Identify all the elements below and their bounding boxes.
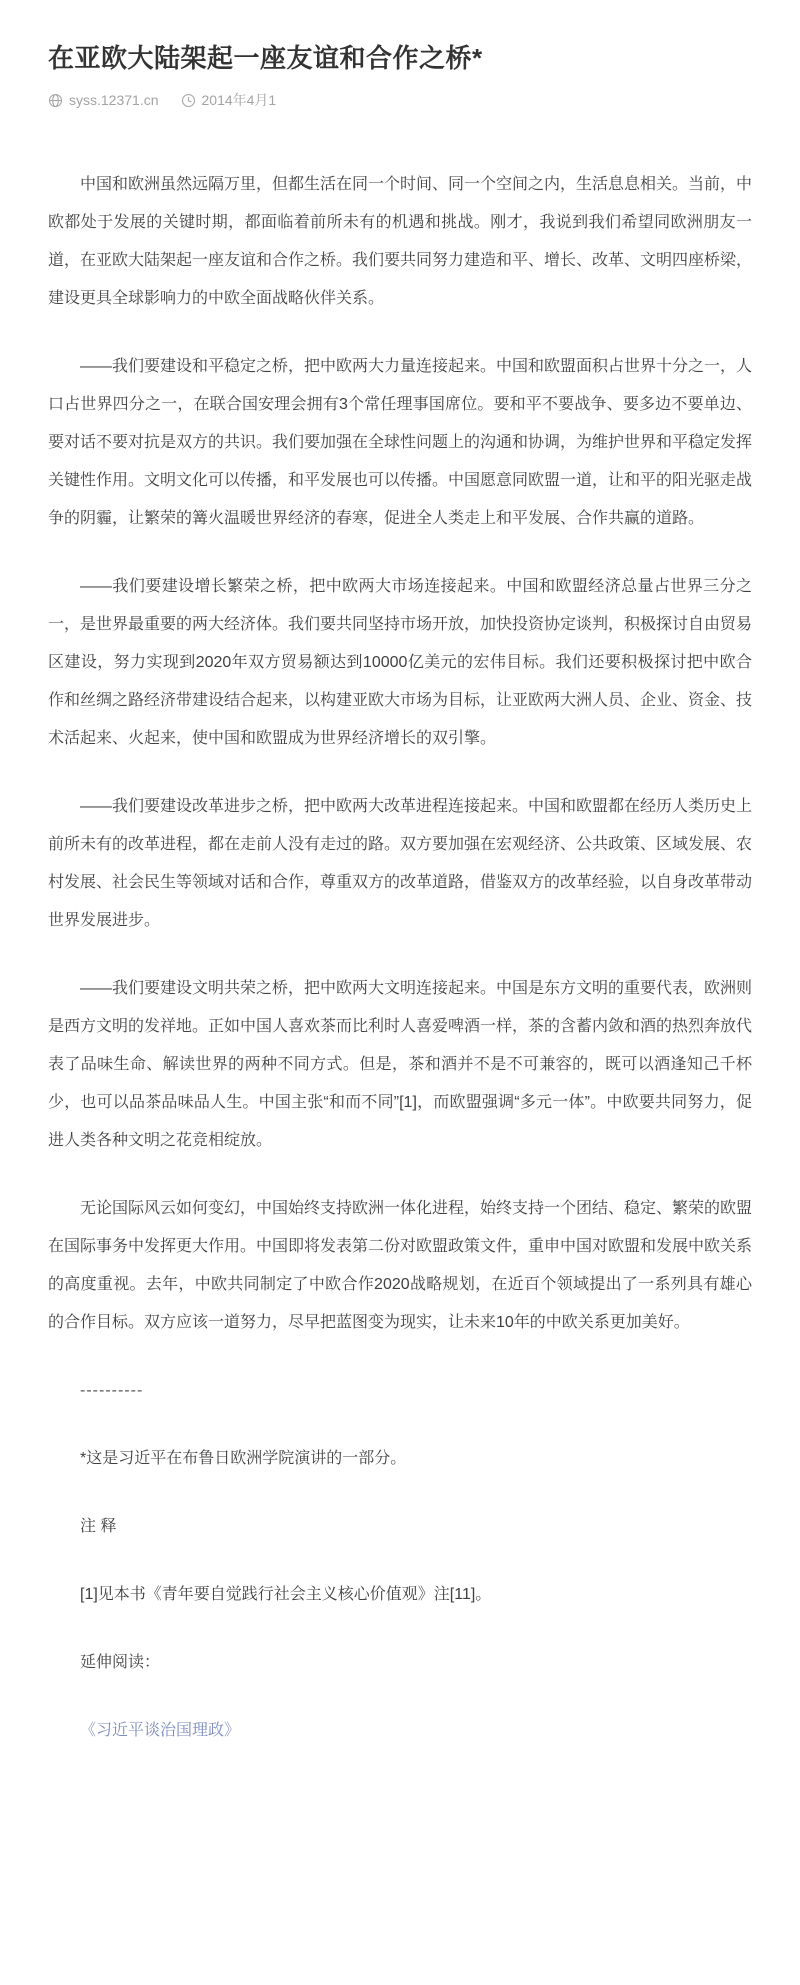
extended-reading-link[interactable]: 《习近平谈治国理政》 [80, 1722, 241, 1739]
footnote-1: [1]见本书《青年要自觉践行社会主义核心价值观》注[11]。 [80, 1586, 492, 1603]
notes-heading: 注 释 [80, 1518, 117, 1535]
article-paragraph: ——我们要建设文明共荣之桥，把中欧两大文明连接起来。中国是东方文明的重要代表，欧洲则是西方文明的发祥地。正如中国人喜欢茶而比利时人喜爱啤酒一样，茶的含蓄内敛和酒的热烈奔放代表了品味生命、解读世界的两种不同方式。但是，茶和酒并不是不可兼容的，既可以酒逢知己千杯少，也可以品茶品味品人生。中国主张“和而不同”[1]，而欧盟强调“多元一体”。中欧要共同努力，促进人类各种文明之花竞相绽放。 [48, 980, 753, 1149]
meta-date [181, 90, 277, 110]
source-text: syss.12371.cn [69, 92, 159, 108]
article-body [48, 166, 752, 1750]
article-paragraph: ——我们要建设改革进步之桥，把中欧两大改革进程连接起来。中国和欧盟都在经历人类历史上前所未有的改革进程，都在走前人没有走过的路。双方要加强在宏观经济、公共政策、区域发展、农村发展、社会民生等领域对话和合作，尊重双方的改革道路，借鉴双方的改革经验，以自身改革带动世界发展进步。 [48, 798, 753, 929]
page-title: 在亚欧大陆架起一座友谊和合作之桥* [48, 43, 483, 73]
article-paragraph: ——我们要建设和平稳定之桥，把中欧两大力量连接起来。中国和欧盟面积占世界十分之一，人口占世界四分之一，在联合国安理会拥有3个常任理事国席位。要和平不要战争、要多边不要单边、要对话不要对抗是双方的共识。我们要加强在全球性问题上的沟通和协调，为维护世界和平稳定发挥关键性作用。文明文化可以传播，和平发展也可以传播。中国愿意同欧盟一道，让和平的阳光驱走战争的阴霾，让繁荣的篝火温暖世界经济的春寒，促进全人类走上和平发展、合作共赢的道路。 [48, 358, 753, 527]
meta-source [48, 92, 159, 108]
article-meta [48, 90, 752, 110]
extended-reading-label: 延伸阅读： [80, 1654, 161, 1671]
globe-icon [48, 93, 63, 108]
article-paragraph: ——我们要建设增长繁荣之桥，把中欧两大市场连接起来。中国和欧盟经济总量占世界三分之一，是世界最重要的两大经济体。我们要共同坚持市场开放，加快投资协定谈判，积极探讨自由贸易区建设，努力实现到2020年双方贸易额达到10000亿美元的宏伟目标。我们还要积极探讨把中欧合作和丝绸之路经济带建设结合起来，以构建亚欧大市场为目标，让亚欧两大洲人员、企业、资金、技术活起来、火起来，使中国和欧盟成为世界经济增长的双引擎。 [48, 578, 753, 747]
clock-icon [181, 93, 196, 108]
attribution-note: *这是习近平在布鲁日欧洲学院演讲的一部分。 [80, 1450, 407, 1467]
article-paragraph: 无论国际风云如何变幻，中国始终支持欧洲一体化进程，始终支持一个团结、稳定、繁荣的欧盟在国际事务中发挥更大作用。中国即将发表第二份对欧盟政策文件，重申中国对欧盟和发展中欧关系的高度重视。去年，中欧共同制定了中欧合作2020战略规划，在近百个领域提出了一系列具有雄心的合作目标。双方应该一道努力，尽早把蓝图变为现实，让未来10年的中欧关系更加美好。 [48, 1200, 753, 1331]
date-text: 2014年4月1 [201, 92, 277, 108]
article-paragraph: 中国和欧洲虽然远隔万里，但都生活在同一个时间、同一个空间之内，生活息息相关。当前，中欧都处于发展的关键时期，都面临着前所未有的机遇和挑战。刚才，我说到我们希望同欧洲朋友一道，在亚欧大陆架起一座友谊和合作之桥。我们要共同努力建造和平、增长、改革、文明四座桥梁，建设更具全球影响力的中欧全面战略伙伴关系。 [48, 176, 753, 307]
footnote-divider: ---------- [80, 1382, 144, 1399]
extended-reading-item [48, 1712, 752, 1750]
